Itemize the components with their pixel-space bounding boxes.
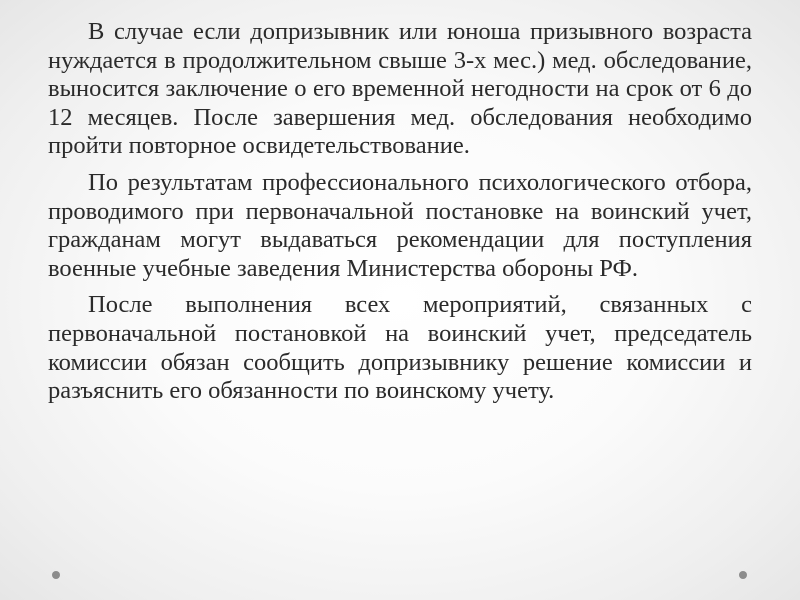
right-bullet-dot-icon [739,571,747,579]
slide-text-body [48,18,752,414]
left-bullet-dot-icon [52,571,60,579]
paragraph-1: В случае если допризывник или юноша призывного возраста нуждается в продолжительном свыше 3-х мес.) мед. обследование, выносится заключение о его временной негодности на срок от 6 до 12 месяцев. После завершения мед. обследования необходимо пройти повторное освидетельствование. [48,18,752,160]
paragraph-2: По результатам профессионального психологического отбора, проводимого при первоначальной постановке на воинский учет, гражданам могут выдаваться рекомендации для поступления военные учебные заведения Министерства обороны РФ. [48,168,752,282]
paragraph-3: После выполнения всех мероприятий, связанных с первоначальной постановкой на воинский учет, председатель комиссии обязан сообщить допризывнику решение комиссии и разъяснить его обязанности по воинскому учету. [48,291,752,405]
